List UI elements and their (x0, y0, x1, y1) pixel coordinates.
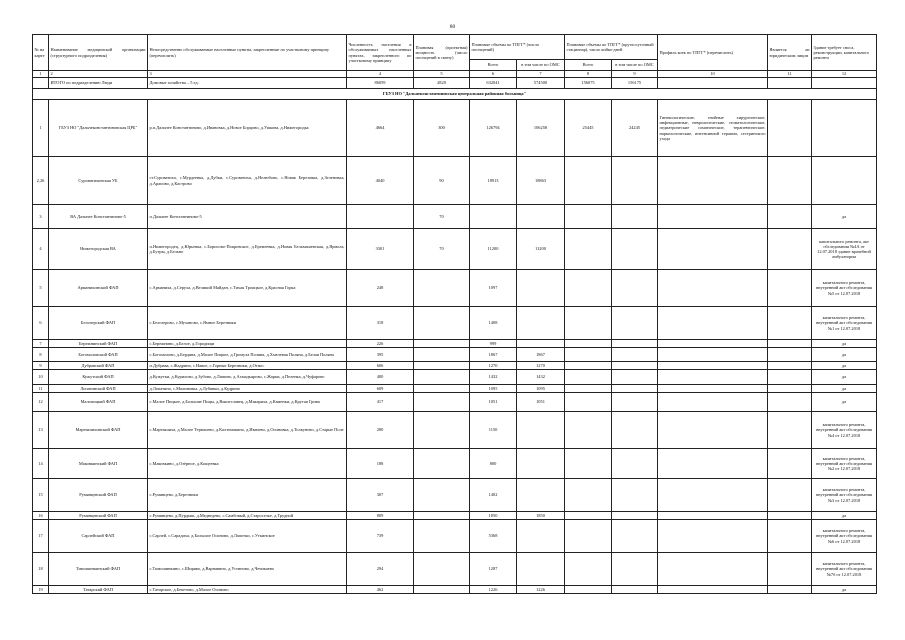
row-visits-total: 1097 (470, 270, 517, 307)
row-organization-name: Нижегородская ВА (49, 229, 148, 270)
row-legal-entity (768, 270, 812, 307)
row-visits-total: 800 (470, 449, 517, 479)
row-visits-oms: 106258 (517, 100, 565, 157)
header-legal-entity: Является ли юридическим лицом (768, 35, 812, 71)
header-beds-total: Всего (565, 60, 612, 71)
row-beds-total (565, 553, 612, 586)
row-organization-name: Бережнинский ФАП (49, 340, 148, 348)
row-beds-oms (612, 520, 658, 553)
row-beds-oms: 24245 (612, 100, 658, 157)
row-beds-oms (612, 512, 658, 520)
row-population: 280 (347, 412, 414, 449)
row-repair-status: да (812, 586, 877, 594)
row-bed-profile (658, 512, 768, 520)
header-repair: Здание требует сноса, реконструкции, капитального ремонта (812, 35, 877, 71)
row-visits-total: 1850 (470, 512, 517, 520)
row-beds-total: 25445 (565, 100, 612, 157)
row-settlements: с.Бережнино, д.Белое, д.Городищи (148, 340, 347, 348)
row-visits-oms: 1095 (517, 385, 565, 393)
row-number: 18 (33, 553, 49, 586)
row-beds-oms (612, 362, 658, 370)
row-number: 15 (33, 479, 49, 512)
row-repair-status: капитального ремонта, акт обследования №4А от 12.07.2018 здание врачебной амбулатории (812, 229, 877, 270)
table-row (33, 385, 877, 393)
row-settlements: с.Арманиха, д.Серуха, д.Великий Майдан, с.Тихая Троицкое, д.Красная Горка (148, 270, 347, 307)
row-beds-oms (612, 393, 658, 412)
row-capacity (414, 449, 470, 479)
row-visits-oms: 1850 (517, 512, 565, 520)
row-visits-total: 1432 (470, 370, 517, 385)
row-visits-total: 999 (470, 340, 517, 348)
row-population: 3301 (347, 229, 414, 270)
total-settlements: Домовые хозяйства – 5 ед. (148, 78, 347, 89)
row-settlements: д.Лопатино, с.Малиновка, д.Лубянки, д.Кудрино (148, 385, 347, 393)
row-repair-status: капитального ремонта, внутренний акт обследования №7б от 12.07.2018 (812, 553, 877, 586)
table-row (33, 362, 877, 370)
table-row (33, 348, 877, 362)
row-capacity: 70 (414, 229, 470, 270)
row-capacity (414, 553, 470, 586)
row-population: 4040 (347, 157, 414, 205)
row-visits-total: 1867 (470, 348, 517, 362)
row-visits-oms (517, 553, 565, 586)
row-repair-status: да (812, 385, 877, 393)
table-row (33, 479, 877, 512)
row-bed-profile (658, 520, 768, 553)
column-number: 7 (517, 71, 565, 78)
row-visits-oms: 1432 (517, 370, 565, 385)
row-visits-total: 1226 (470, 586, 517, 594)
column-numbers-row (33, 71, 877, 78)
column-number: 3 (148, 71, 347, 78)
row-visits-oms (517, 270, 565, 307)
row-capacity (414, 412, 470, 449)
section-title: ГБУЗ НО "Дальнеконстантиновская центральная районная больница" (33, 89, 877, 100)
header-beds-oms: в том числе по ОМС (612, 60, 658, 71)
row-settlements: с.Тимошинкино, с.Ширяво, д.Варнавино, д.Устиново, д.Чечикаево (148, 553, 347, 586)
row-number: 13 (33, 412, 49, 449)
row-number: 17 (33, 520, 49, 553)
row-visits-total: 11200 (470, 229, 517, 270)
row-population: 609 (347, 385, 414, 393)
row-bed-profile (658, 385, 768, 393)
row-visits-total: 1408 (470, 307, 517, 340)
row-beds-total (565, 307, 612, 340)
row-legal-entity (768, 393, 812, 412)
row-population: 248 (347, 270, 414, 307)
row-repair-status: да (812, 205, 877, 229)
row-beds-oms (612, 270, 658, 307)
row-population: 400 (347, 370, 414, 385)
total-population: 86059 (347, 78, 414, 89)
row-population: 4664 (347, 100, 414, 157)
row-population (347, 205, 414, 229)
row-visits-total: 5368 (470, 520, 517, 553)
row-number: 10 (33, 370, 49, 385)
column-number: 1 (33, 71, 49, 78)
row-capacity (414, 393, 470, 412)
row-organization-name: Маковкинский ФАП (49, 449, 148, 479)
row-population: 188 (347, 449, 414, 479)
row-capacity (414, 520, 470, 553)
total-capacity: 2820 (414, 78, 470, 89)
row-repair-status: капитального ремонта, внутренний акт обследования №1 от 12.07.2018 (812, 307, 877, 340)
header-bed-profile: Профиль коек по ТПГГ* (перечислить) (658, 35, 768, 71)
row-number: 2,26 (33, 157, 49, 205)
row-visits-oms: 18863 (517, 157, 565, 205)
row-organization-name: Суроватихинская УБ (49, 157, 148, 205)
row-repair-status: да (812, 362, 877, 370)
row-organization-name: Румянцевский ФАП (49, 512, 148, 520)
row-organization-name: Румянцевский ФАП (49, 479, 148, 512)
row-organization-name: Лопатинский ФАП (49, 385, 148, 393)
table-row (33, 205, 877, 229)
row-bed-profile (658, 270, 768, 307)
row-settlements: с.Малое Пицкое, д.Большие Пицы, д.Вышеславец, д.Макариха, д.Каменки, д.Крутая Грива (148, 393, 347, 412)
column-number: 8 (565, 71, 612, 78)
row-beds-total (565, 449, 612, 479)
row-number: 11 (33, 385, 49, 393)
row-visits-oms (517, 340, 565, 348)
row-beds-total (565, 348, 612, 362)
row-bed-profile (658, 479, 768, 512)
column-number: 10 (658, 71, 768, 78)
row-repair-status: да (812, 512, 877, 520)
row-capacity: 300 (414, 100, 470, 157)
row-capacity: 90 (414, 157, 470, 205)
row-visits-oms (517, 205, 565, 229)
row-legal-entity (768, 157, 812, 205)
row-organization-name: Дубравский ФАП (49, 362, 148, 370)
row-capacity (414, 479, 470, 512)
row-number: 14 (33, 449, 49, 479)
row-settlements: с.Румянцево, д.Березники (148, 479, 347, 512)
row-population: 395 (347, 348, 414, 362)
row-visits-oms (517, 449, 565, 479)
row-beds-total (565, 362, 612, 370)
table-row (33, 100, 877, 157)
table-row (33, 449, 877, 479)
row-visits-oms: 1867 (517, 348, 565, 362)
row-organization-name: Арманихинский ФАП (49, 270, 148, 307)
row-number: 9 (33, 362, 49, 370)
facilities-table (32, 34, 877, 594)
row-beds-total (565, 270, 612, 307)
row-beds-total (565, 393, 612, 412)
total-beds-oms: 156175 (612, 78, 658, 89)
column-number: 5 (414, 71, 470, 78)
row-settlements: с.Мартышиха, д.Малое Терюшево, д.Калтомакино, д.Ивачево, д.Осиновка, д.Толкуново, д.Старые Поле (148, 412, 347, 449)
table-row (33, 520, 877, 553)
row-number: 7 (33, 340, 49, 348)
row-repair-status (812, 157, 877, 205)
row-bed-profile (658, 157, 768, 205)
row-beds-total (565, 512, 612, 520)
row-beds-oms (612, 348, 658, 362)
row-population: 606 (347, 362, 414, 370)
row-capacity: 70 (414, 205, 470, 229)
row-beds-oms (612, 586, 658, 594)
row-repair-status: капитального ремонта, внутренний акт обследования №2 от 12.07.2018 (812, 449, 877, 479)
row-settlements: п.Дальнее Константиново-5 (148, 205, 347, 229)
row-number: 1 (33, 100, 49, 157)
table-row (33, 270, 877, 307)
row-visits-total: 1051 (470, 393, 517, 412)
total-visits-oms: 574500 (517, 78, 565, 89)
column-number: 6 (470, 71, 517, 78)
row-visits-total: 1402 (470, 479, 517, 512)
row-repair-status: капитального ремонта, внутренний акт обследования №6 от 12.07.2018 (812, 520, 877, 553)
row-legal-entity (768, 586, 812, 594)
header-organization: Наименование медицинской организации (структурного подразделения) (49, 35, 148, 71)
row-repair-status (812, 100, 877, 157)
table-row (33, 512, 877, 520)
total-visits: 632041 (470, 78, 517, 89)
row-population: 462 (347, 586, 414, 594)
table-row (33, 307, 877, 340)
row-beds-total (565, 370, 612, 385)
row-settlements: р.п.Дальнее Константиново, д.Ивановка, д.Новое Борцово, д.Ушкова, д.Нижегородка (148, 100, 347, 157)
row-beds-total (565, 340, 612, 348)
row-beds-total (565, 586, 612, 594)
row-visits-total: 1150 (470, 412, 517, 449)
column-number: 11 (768, 71, 812, 78)
row-bed-profile (658, 340, 768, 348)
row-repair-status: капитального ремонта, внутренний акт обследования №3 от 12.07.2018 (812, 479, 877, 512)
row-repair-status: капитального ремонта, внутренний акт обследования №4 от 12.07.2018 (812, 412, 877, 449)
row-bed-profile (658, 348, 768, 362)
header-capacity: Плановая (проектная) мощность (число посещений в смену) (414, 35, 470, 71)
row-population: 307 (347, 479, 414, 512)
row-beds-total (565, 385, 612, 393)
row-population: 809 (347, 512, 414, 520)
total-label: ИТОГО по подразделению Люди (49, 78, 148, 89)
row-beds-oms (612, 307, 658, 340)
row-settlements: с.Маковкино, д.Озёрное, д.Кощеевка (148, 449, 347, 479)
row-visits-total: 18913 (470, 157, 517, 205)
table-row (33, 229, 877, 270)
row-settlements: с.Сарлей, с.Сарадиха, д.Большое Осиново, д.Лапотки, с.Уткинское (148, 520, 347, 553)
table-row (33, 393, 877, 412)
table-row (33, 157, 877, 205)
table-row (33, 553, 877, 586)
row-legal-entity (768, 307, 812, 340)
row-settlements: ст.Суроватиха, с.Мурдеевка, д.Дубки, с.Суроватиха, д.Нелюбово, с.Новая Березовка, д.Зеленовка, д.Арапово, д.Кастрово (148, 157, 347, 205)
header-visits-oms: в том числе по ОМС (517, 60, 565, 71)
row-legal-entity (768, 100, 812, 157)
row-visits-oms (517, 520, 565, 553)
row-legal-entity (768, 449, 812, 479)
column-number: 9 (612, 71, 658, 78)
row-capacity (414, 348, 470, 362)
row-visits-oms (517, 479, 565, 512)
row-capacity (414, 307, 470, 340)
row-bed-profile: Гинекологические, гнойные хирургические, инфекционные, неврологические, стоматологические, педиатрические соматические, терапевтические, наркологические, интенсивной терапии, сестринского ухода (658, 100, 768, 157)
row-repair-status: да (812, 393, 877, 412)
row-visits-oms: 1226 (517, 586, 565, 594)
row-capacity (414, 362, 470, 370)
row-capacity (414, 512, 470, 520)
row-capacity (414, 370, 470, 385)
row-number: 6 (33, 307, 49, 340)
row-beds-oms (612, 412, 658, 449)
table-row (33, 340, 877, 348)
row-number: 4 (33, 229, 49, 270)
row-settlements: с.Татарское, д.Бекетово, д.Малое Осиново (148, 586, 347, 594)
header-visits-total: Всего (470, 60, 517, 71)
row-capacity (414, 586, 470, 594)
row-settlements: с.Румянцево, д.Пурдыш, д.Медведево, с.Самбовый, д.Староселье, д.Трудной (148, 512, 347, 520)
row-settlements: п.Нижегородец, д.Юрьевка, с.Борисово-Покровское, д.Еремеевка, д.Новая Бельмашевская, д.Ярмола, д.Бутры, д.Бельно (148, 229, 347, 270)
row-visits-total: 1095 (470, 385, 517, 393)
row-legal-entity (768, 385, 812, 393)
row-beds-oms (612, 385, 658, 393)
row-bed-profile (658, 449, 768, 479)
row-legal-entity (768, 340, 812, 348)
row-number: 3 (33, 205, 49, 229)
row-bed-profile (658, 553, 768, 586)
row-visits-total (470, 205, 517, 229)
row-legal-entity (768, 348, 812, 362)
row-organization-name: ГБУЗ НО "Дальнеконстантиновская ЦРБ" (49, 100, 148, 157)
row-legal-entity (768, 412, 812, 449)
row-repair-status: капитального ремонта, внутренний акт обследования №5 от 12.07.2018 (812, 270, 877, 307)
row-visits-oms: 1270 (517, 362, 565, 370)
row-beds-oms (612, 157, 658, 205)
row-repair-status: да (812, 370, 877, 385)
row-legal-entity (768, 370, 812, 385)
row-beds-oms (612, 205, 658, 229)
table-row (33, 370, 877, 385)
row-capacity (414, 385, 470, 393)
column-number: 2 (49, 71, 148, 78)
row-capacity (414, 340, 470, 348)
row-legal-entity (768, 553, 812, 586)
row-beds-total (565, 229, 612, 270)
column-number: 4 (347, 71, 414, 78)
row-bed-profile (658, 362, 768, 370)
row-number: 8 (33, 348, 49, 362)
row-beds-oms (612, 479, 658, 512)
row-beds-oms (612, 370, 658, 385)
row-legal-entity (768, 479, 812, 512)
page-number: 80 (449, 24, 456, 30)
row-settlements: д.Кужутки, д.Курилово, д.Зубово, д.Ляпино, д.Ахмадъярово, с.Жарки, д.Пеленка, д.Чуфарово (148, 370, 347, 385)
row-bed-profile (658, 370, 768, 385)
row-capacity (414, 270, 470, 307)
table-header (33, 35, 877, 78)
header-population: Численность населения в обслуживаемых населенных пунктах, закрепленного по участковому принципу (347, 35, 414, 71)
row-beds-oms (612, 340, 658, 348)
table-row (33, 586, 877, 594)
row-visits-oms: 1051 (517, 393, 565, 412)
table-row (33, 412, 877, 449)
row-organization-name: Богомоловский ФАП (49, 348, 148, 362)
row-organization-name: Сарлейский ФАП (49, 520, 148, 553)
row-legal-entity (768, 229, 812, 270)
header-map-number: № на карте (33, 35, 49, 71)
row-settlements: п.Дубрава, с.Жадрино, с.Навое, с.Горные Березники, д.Относ (148, 362, 347, 370)
row-beds-oms (612, 229, 658, 270)
total-row (33, 78, 877, 89)
row-bed-profile (658, 586, 768, 594)
row-bed-profile (658, 205, 768, 229)
row-population: 739 (347, 520, 414, 553)
row-beds-total (565, 479, 612, 512)
row-visits-total: 1287 (470, 553, 517, 586)
row-repair-status: да (812, 340, 877, 348)
row-number: 19 (33, 586, 49, 594)
row-legal-entity (768, 205, 812, 229)
row-settlements: с.Богомолово, д.Бердяна, д.Малое Пицкое, д.Громуха Поляна, д.Хмелевая Поляна, д.Белая Поляна (148, 348, 347, 362)
row-organization-name: Татарский ФАП (49, 586, 148, 594)
row-number: 12 (33, 393, 49, 412)
row-repair-status: да (812, 348, 877, 362)
row-beds-oms (612, 449, 658, 479)
row-number: 5 (33, 270, 49, 307)
row-visits-total: 126794 (470, 100, 517, 157)
total-beds: 156075 (565, 78, 612, 89)
row-beds-oms (612, 553, 658, 586)
row-bed-profile (658, 229, 768, 270)
row-visits-oms (517, 412, 565, 449)
header-settlements: Непосредственно обслуживаемые населенные пункты, закрепленные по участковому принципу (перечислить) (148, 35, 347, 71)
row-bed-profile (658, 412, 768, 449)
row-legal-entity (768, 362, 812, 370)
row-organization-name: ВА Дальнее Константиново-5 (49, 205, 148, 229)
row-beds-total (565, 205, 612, 229)
header-beds: Плановые объемы по ТПГГ* (круглосуточный стационар), число койко-дней (565, 35, 658, 60)
row-organization-name: Белозерский ФАП (49, 307, 148, 340)
section-row (33, 89, 877, 100)
row-population: 294 (347, 553, 414, 586)
row-visits-total: 1270 (470, 362, 517, 370)
row-organization-name: Малопицкий ФАП (49, 393, 148, 412)
row-legal-entity (768, 512, 812, 520)
row-population: 417 (347, 393, 414, 412)
row-bed-profile (658, 307, 768, 340)
row-settlements: с.Белозерово, с.Муханово, с.Ямное Березники (148, 307, 347, 340)
row-organization-name: Кужутский ФАП (49, 370, 148, 385)
row-organization-name: Мартышихинский ФАП (49, 412, 148, 449)
row-number: 16 (33, 512, 49, 520)
row-legal-entity (768, 520, 812, 553)
row-bed-profile (658, 393, 768, 412)
row-beds-total (565, 520, 612, 553)
row-population: 318 (347, 307, 414, 340)
row-beds-total (565, 412, 612, 449)
column-number: 12 (812, 71, 877, 78)
row-visits-oms (517, 307, 565, 340)
row-beds-total (565, 157, 612, 205)
header-visits: Плановые объемы по ТПГГ* (число посещений) (470, 35, 565, 60)
row-population: 226 (347, 340, 414, 348)
row-organization-name: Тимошинкинский ФАП (49, 553, 148, 586)
row-visits-oms: 11200 (517, 229, 565, 270)
